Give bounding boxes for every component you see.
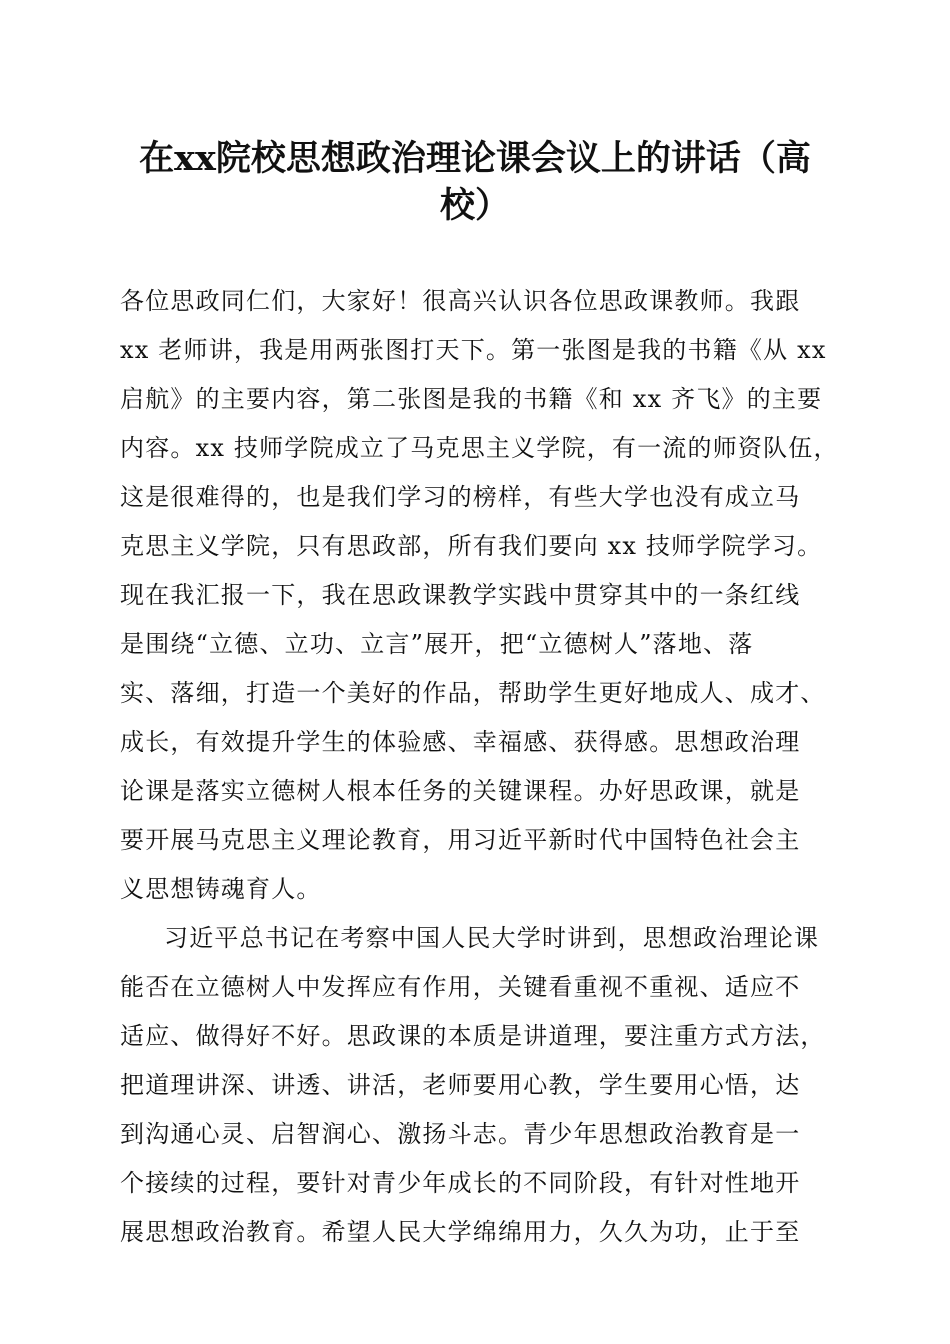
paragraph — [120, 277, 839, 914]
body-text — [120, 277, 839, 1257]
text-line: 启航》的主要内容，第二张图是我的书籍《和 xx 齐飞》的主要 — [120, 385, 823, 413]
text-line: 这是很难得的，也是我们学习的榜样，有些大学也没有成立马 — [120, 483, 801, 511]
paragraph — [120, 914, 832, 1257]
text-line: 成长，有效提升学生的体验感、幸福感、获得感。思想政治理 — [120, 728, 801, 756]
text-line: 克思主义学院，只有思政部，所有我们要向 xx 技师学院学习。 — [120, 532, 823, 560]
text-line: 各位思政同仁们，大家好！很高兴认识各位思政课教师。我跟 — [120, 287, 801, 315]
text-line: 论课是落实立德树人根本任务的关键课程。办好思政课，就是 — [120, 777, 801, 805]
text-line: 能否在立德树人中发挥应有作用，关键看重视不重视、适应不 — [120, 973, 801, 1001]
text-line: 个接续的过程，要针对青少年成长的不同阶段，有针对性地开 — [120, 1169, 801, 1197]
text-line: 要开展马克思主义理论教育，用习近平新时代中国特色社会主 — [120, 826, 801, 854]
text-line: 习近平总书记在考察中国人民大学时讲到，思想政治理论课 — [164, 924, 820, 952]
text-line: 适应、做得好不好。思政课的本质是讲道理，要注重方式方法， — [120, 1022, 826, 1050]
text-line: 义思想铸魂育人。 — [120, 875, 322, 903]
text-line: 现在我汇报一下，我在思政课教学实践中贯穿其中的一条红线 — [120, 581, 801, 609]
text-line: 内容。xx 技师学院成立了马克思主义学院，有一流的师资队伍， — [120, 434, 839, 462]
text-line: 展思想政治教育。希望人民大学绵绵用力，久久为功，止于至 — [120, 1218, 801, 1246]
text-line: 到沟通心灵、启智润心、激扬斗志。青少年思想政治教育是一 — [120, 1120, 801, 1148]
text-line: xx 老师讲，我是用两张图打天下。第一张图是我的书籍《从 xx — [120, 336, 827, 364]
text-line: 实、落细，打造一个美好的作品，帮助学生更好地成人、成才、 — [120, 679, 826, 707]
text-line: 把道理讲深、讲透、讲活，老师要用心教，学生要用心悟，达 — [120, 1071, 801, 1099]
title-line: 在xx院校思想政治理论课会议上的讲话（高 — [139, 138, 811, 179]
document-title — [118, 135, 832, 229]
text-line: 是围绕“立德、立功、立言”展开，把“立德树人”落地、落 — [120, 630, 754, 658]
title-line: 校） — [439, 185, 510, 226]
